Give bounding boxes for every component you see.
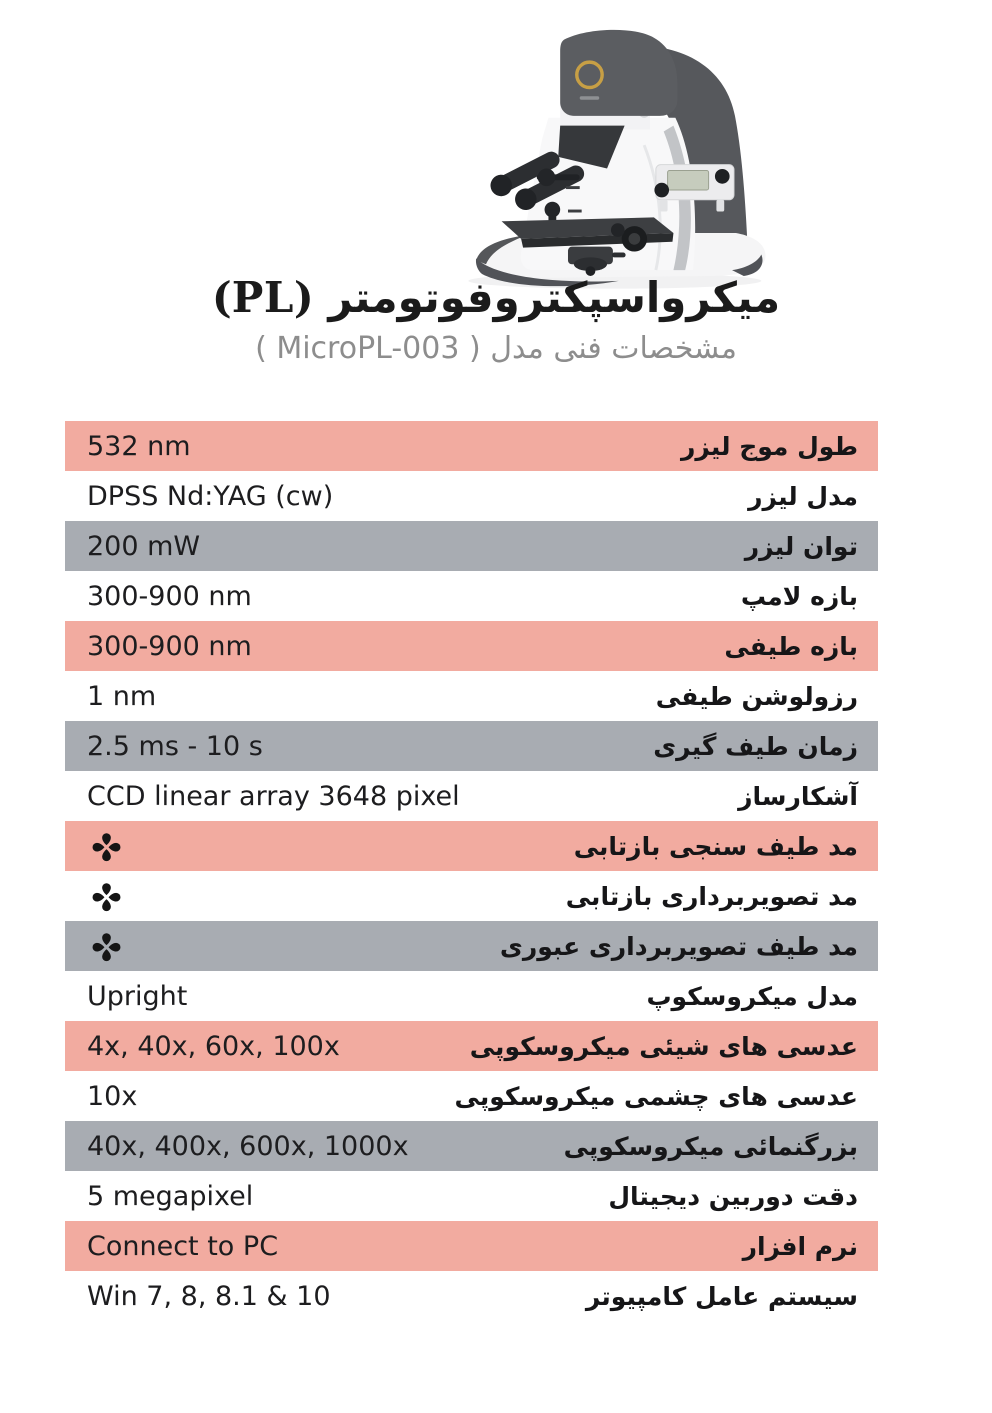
spec-value xyxy=(65,879,123,914)
spec-row-11 xyxy=(65,971,878,1021)
page-title-fa: میکرواسپکتروفوتومتر xyxy=(328,273,781,322)
four-petal-asterisk-icon xyxy=(90,929,123,964)
spec-value: CCD linear array 3648 pixel xyxy=(87,780,460,812)
spec-value: 532 nm xyxy=(87,430,191,462)
spec-row-3 xyxy=(65,571,878,621)
spec-label: عدسی های شیئی میکروسکوپی xyxy=(469,1031,858,1061)
spec-label: توان لیزر xyxy=(744,531,858,561)
spec-value: 1 nm xyxy=(87,680,157,712)
four-petal-asterisk-icon xyxy=(90,829,123,864)
spec-row-16 xyxy=(65,1221,878,1271)
spec-label: بزرگنمائی میکروسکوپی xyxy=(563,1131,858,1161)
spec-row-8 xyxy=(65,821,878,871)
spec-label: طول موج لیزر xyxy=(680,431,858,461)
spec-row-10 xyxy=(65,921,878,971)
spec-label: دقت دوربین دیجیتال xyxy=(608,1181,858,1211)
spec-row-13 xyxy=(65,1071,878,1121)
spec-value: 300-900 nm xyxy=(87,630,252,662)
spec-row-9 xyxy=(65,871,878,921)
microscope-product-image xyxy=(443,8,775,292)
four-petal-asterisk-icon xyxy=(90,879,123,914)
spec-table xyxy=(65,421,878,1321)
spec-label: سیستم عامل کامپیوتر xyxy=(585,1281,858,1311)
spec-label: عدسی های چشمی میکروسکوپی xyxy=(454,1081,858,1111)
spec-row-2 xyxy=(65,521,878,571)
spec-value: Upright xyxy=(87,980,188,1012)
spec-value xyxy=(65,829,123,864)
page-title-latin: (PL) xyxy=(211,273,314,322)
spec-value: DPSS Nd:YAG (cw) xyxy=(87,480,334,512)
spec-row-0 xyxy=(65,421,878,471)
spec-row-5 xyxy=(65,671,878,721)
spec-label: مد طیف سنجی بازتابی xyxy=(573,831,858,861)
microscope-illustration xyxy=(443,8,775,292)
spec-value: 4x, 40x, 60x, 100x xyxy=(87,1030,340,1062)
spec-label: زمان طیف گیری xyxy=(653,731,858,761)
spec-value: Win 7, 8, 8.1 & 10 xyxy=(87,1280,331,1312)
spec-row-15 xyxy=(65,1171,878,1221)
spec-label: بازه طیفی xyxy=(724,631,858,661)
spec-row-12 xyxy=(65,1021,878,1071)
spec-value: 10x xyxy=(87,1080,138,1112)
spec-value: 200 mW xyxy=(87,530,201,562)
spec-value: 5 megapixel xyxy=(87,1180,254,1212)
page-title xyxy=(0,272,992,325)
spec-label: آشکارساز xyxy=(738,781,858,811)
spec-label: مدل لیزر xyxy=(748,481,858,511)
spec-label: بازه لامپ xyxy=(740,581,858,611)
spec-value: Connect to PC xyxy=(87,1230,279,1262)
spec-value xyxy=(65,929,123,964)
spec-label: مد طیف تصویربرداری عبوری xyxy=(499,931,858,961)
spec-label: رزولوشن طیفی xyxy=(655,681,858,711)
spec-row-4 xyxy=(65,621,878,671)
page-subtitle: مشخصات فنی مدل ( MicroPL-003 ) xyxy=(255,330,737,366)
spec-label: نرم افزار xyxy=(742,1231,858,1261)
spec-row-1 xyxy=(65,471,878,521)
spec-row-6 xyxy=(65,721,878,771)
spec-value: 40x, 400x, 600x, 1000x xyxy=(87,1130,409,1162)
spec-label: مدل میکروسکوپ xyxy=(646,981,858,1011)
spec-row-17 xyxy=(65,1271,878,1321)
spec-row-14 xyxy=(65,1121,878,1171)
spec-row-7 xyxy=(65,771,878,821)
header xyxy=(0,272,992,367)
spec-label: مد تصویربرداری بازتابی xyxy=(565,881,858,911)
spec-value: 300-900 nm xyxy=(87,580,252,612)
spec-value: 2.5 ms - 10 s xyxy=(87,730,263,762)
